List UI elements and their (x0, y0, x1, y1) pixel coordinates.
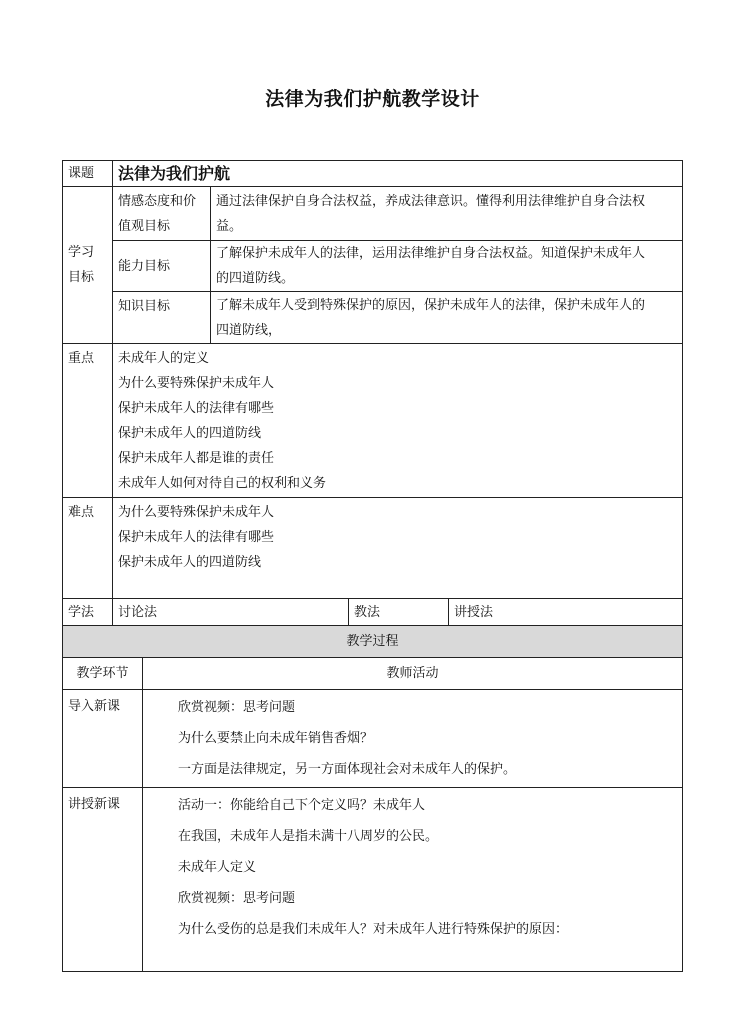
difficulties-label: 难点 (63, 498, 113, 599)
objective-row-3 (63, 292, 683, 344)
study-method-label: 学法 (63, 599, 113, 627)
objectives-label (63, 187, 113, 344)
activity-line: 为什么受伤的总是我们未成年人？对未成年人进行特殊保护的原因： (178, 922, 569, 937)
objectives-label-line1: 学习 (68, 245, 95, 260)
objectives-label-line2: 目标 (68, 270, 95, 285)
activity-line: 一方面是法律规定，另一方面体现社会对未成年人的保护。 (178, 762, 517, 777)
lesson-value: 法律为我们护航 (113, 161, 683, 187)
key-point-item: 保护未成年人都是谁的责任 (118, 451, 275, 466)
objective-text-2 (211, 241, 683, 292)
objective-text-1-line1: 通过法律保护自身合法权益，养成法律意识。懂得利用法律维护自身合法权 (216, 193, 646, 209)
key-point-item: 保护未成年人的四道防线 (118, 426, 262, 441)
difficulties-list (113, 498, 683, 599)
key-points-label: 重点 (63, 344, 113, 498)
teaching-process-table (62, 625, 683, 972)
difficulty-item: 保护未成年人的法律有哪些 (118, 530, 275, 545)
key-point-item: 为什么要特殊保护未成年人 (118, 376, 275, 391)
objective-text-3 (211, 292, 683, 344)
objective-name-3: 知识目标 (113, 292, 211, 344)
teach-method-label: 教法 (349, 599, 449, 627)
difficulty-item: 保护未成年人的四道防线 (118, 555, 262, 570)
key-point-item: 未成年人如何对待自己的权利和义务 (118, 476, 327, 491)
objective-text-3-line1: 了解未成年人受到特殊保护的原因，保护未成年人的法律，保护未成年人的 (216, 297, 646, 313)
activity-line: 欣赏视频：思考问题 (178, 700, 296, 715)
stage-name-intro: 导入新课 (63, 690, 143, 788)
activity-line: 活动一：你能给自己下个定义吗？未成年人 (178, 798, 426, 813)
activity-line: 欣赏视频：思考问题 (178, 891, 296, 906)
stage-row-new-lesson (63, 788, 683, 972)
objective-row-2 (63, 241, 683, 292)
process-header: 教学过程 (63, 626, 683, 658)
activity-line: 未成年人定义 (178, 860, 257, 875)
process-columns-row (63, 658, 683, 690)
objective-text-1-line2: 益。 (216, 218, 243, 234)
key-points-row (63, 344, 683, 498)
lesson-label: 课题 (63, 161, 113, 187)
document-title: 法律为我们护航教学设计 (265, 88, 480, 110)
objective-name-1 (113, 187, 211, 241)
stage-activities-new-lesson (143, 788, 683, 972)
key-point-item: 保护未成年人的法律有哪些 (118, 401, 275, 416)
lesson-info-table (62, 160, 683, 627)
difficulty-item: 为什么要特殊保护未成年人 (118, 505, 275, 520)
process-header-row (63, 626, 683, 658)
objective-text-1 (211, 187, 683, 241)
stage-column-header: 教学环节 (63, 658, 143, 690)
stage-row-intro (63, 690, 683, 788)
teach-method-value: 讲授法 (449, 599, 683, 627)
stage-activities-intro (143, 690, 683, 788)
activity-line: 为什么要禁止向未成年销售香烟？ (178, 731, 374, 746)
objective-name-1-line2: 值观目标 (118, 218, 171, 234)
activity-column-header: 教师活动 (143, 658, 683, 690)
objective-text-3-line2: 四道防线， (216, 322, 282, 338)
stage-name-new-lesson: 讲授新课 (63, 788, 143, 972)
objective-text-2-line2: 的四道防线。 (216, 271, 295, 286)
lesson-row (63, 161, 683, 187)
objective-text-2-line1: 了解保护未成年人的法律，运用法律维护自身合法权益。知道保护未成年人 (216, 246, 646, 261)
objective-name-2: 能力目标 (113, 241, 211, 292)
methods-row (63, 599, 683, 627)
activity-line: 在我国，未成年人是指未满十八周岁的公民。 (178, 829, 439, 844)
key-point-item: 未成年人的定义 (118, 351, 210, 366)
study-method-value: 讨论法 (113, 599, 349, 627)
objective-row-1 (63, 187, 683, 241)
key-points-list (113, 344, 683, 498)
difficulties-row (63, 498, 683, 599)
objective-name-1-line1: 情感态度和价 (118, 193, 197, 209)
